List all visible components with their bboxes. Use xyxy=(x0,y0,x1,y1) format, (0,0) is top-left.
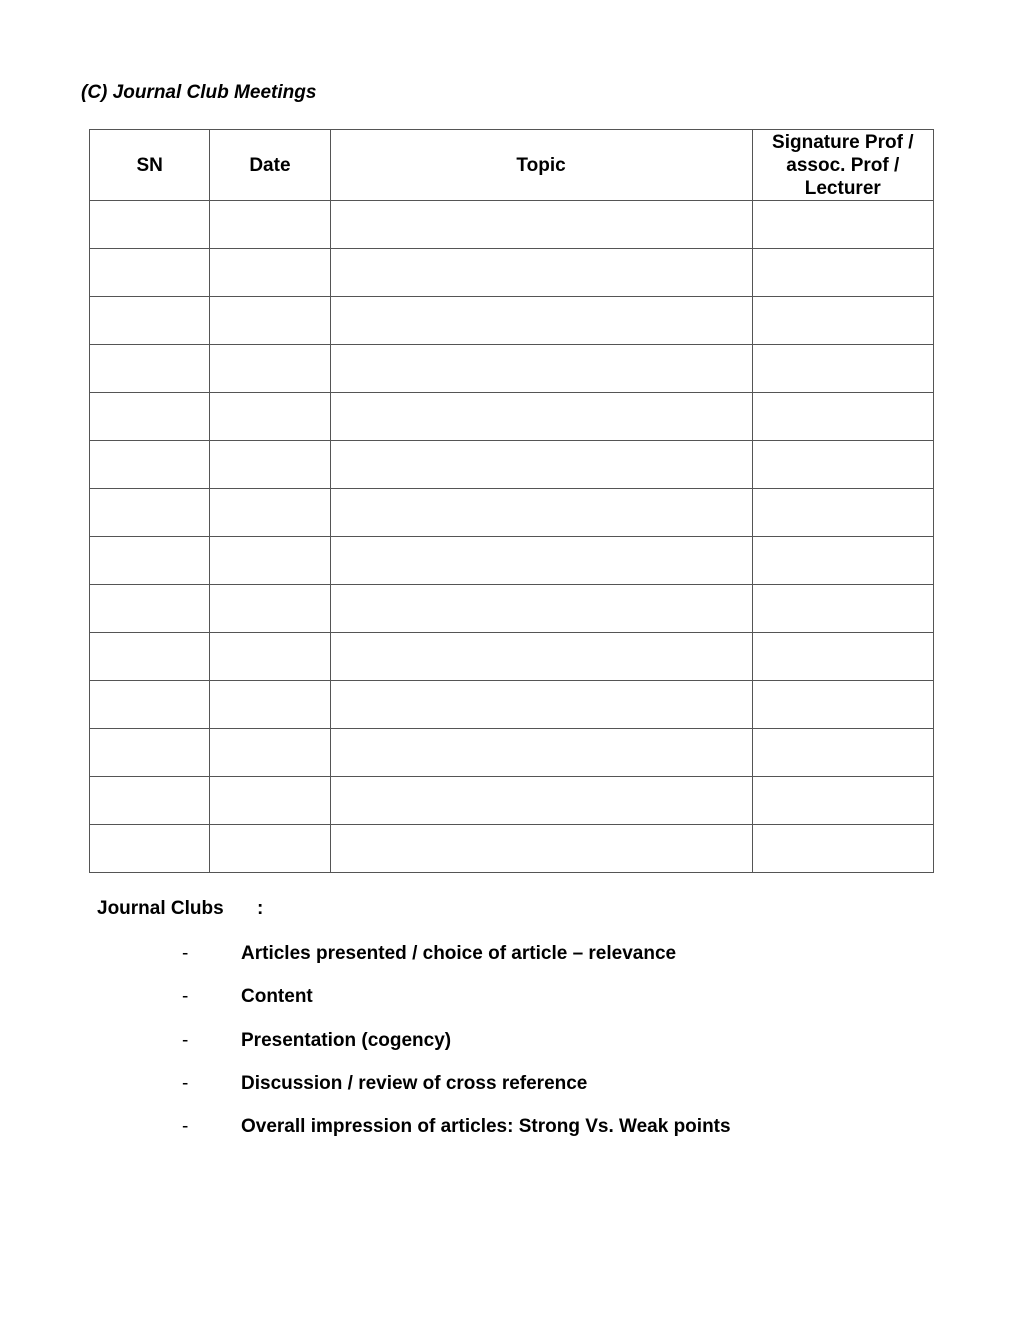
cell-topic[interactable] xyxy=(330,633,752,681)
table-row xyxy=(90,345,934,393)
cell-topic[interactable] xyxy=(330,681,752,729)
cell-sn[interactable] xyxy=(90,633,210,681)
table-row xyxy=(90,489,934,537)
cell-signature[interactable] xyxy=(752,537,933,585)
criteria-item xyxy=(0,1116,1024,1159)
cell-sn[interactable] xyxy=(90,441,210,489)
cell-topic[interactable] xyxy=(330,393,752,441)
cell-sn[interactable] xyxy=(90,489,210,537)
cell-sn[interactable] xyxy=(90,201,210,249)
criteria-list xyxy=(0,943,1024,1159)
table-row xyxy=(90,633,934,681)
cell-signature[interactable] xyxy=(752,729,933,777)
cell-signature[interactable] xyxy=(752,825,933,873)
cell-date[interactable] xyxy=(210,201,330,249)
criteria-item-text: Discussion / review of cross reference xyxy=(241,1072,588,1094)
criteria-item xyxy=(0,1030,1024,1073)
cell-date[interactable] xyxy=(210,537,330,585)
table-row xyxy=(90,681,934,729)
cell-sn[interactable] xyxy=(90,585,210,633)
table-row xyxy=(90,393,934,441)
table-row xyxy=(90,297,934,345)
criteria-item xyxy=(0,986,1024,1029)
table-row xyxy=(90,585,934,633)
header-signature: Signature Prof / assoc. Prof / Lecturer xyxy=(752,130,933,201)
cell-signature[interactable] xyxy=(752,345,933,393)
cell-signature[interactable] xyxy=(752,585,933,633)
table-row xyxy=(90,441,934,489)
cell-signature[interactable] xyxy=(752,201,933,249)
cell-signature[interactable] xyxy=(752,633,933,681)
bullet-dash: - xyxy=(182,943,189,964)
criteria-item-text: Presentation (cogency) xyxy=(241,1029,452,1051)
cell-sn[interactable] xyxy=(90,777,210,825)
cell-topic[interactable] xyxy=(330,825,752,873)
table-row xyxy=(90,201,934,249)
cell-sn[interactable] xyxy=(90,825,210,873)
table-row xyxy=(90,825,934,873)
criteria-heading-separator: : xyxy=(257,898,264,919)
table-body xyxy=(90,201,934,873)
cell-topic[interactable] xyxy=(330,345,752,393)
cell-date[interactable] xyxy=(210,777,330,825)
header-topic: Topic xyxy=(330,130,752,201)
cell-topic[interactable] xyxy=(330,729,752,777)
header-date: Date xyxy=(210,130,330,201)
cell-date[interactable] xyxy=(210,585,330,633)
table-row xyxy=(90,537,934,585)
criteria-item-text: Overall impression of articles: Strong Vs. Weak points xyxy=(241,1116,731,1138)
cell-date[interactable] xyxy=(210,729,330,777)
table-row xyxy=(90,777,934,825)
table-row xyxy=(90,729,934,777)
criteria-item xyxy=(0,943,1024,986)
journal-club-table xyxy=(89,129,934,873)
cell-date[interactable] xyxy=(210,249,330,297)
cell-sn[interactable] xyxy=(90,345,210,393)
cell-date[interactable] xyxy=(210,441,330,489)
bullet-dash: - xyxy=(182,986,189,1008)
cell-topic[interactable] xyxy=(330,489,752,537)
cell-date[interactable] xyxy=(210,633,330,681)
cell-sn[interactable] xyxy=(90,537,210,585)
criteria-item xyxy=(0,1073,1024,1116)
cell-signature[interactable] xyxy=(752,393,933,441)
criteria-heading xyxy=(97,898,264,920)
header-sn: SN xyxy=(90,130,210,201)
cell-date[interactable] xyxy=(210,825,330,873)
cell-topic[interactable] xyxy=(330,777,752,825)
cell-signature[interactable] xyxy=(752,249,933,297)
cell-topic[interactable] xyxy=(330,297,752,345)
cell-signature[interactable] xyxy=(752,681,933,729)
cell-topic[interactable] xyxy=(330,201,752,249)
bullet-dash: - xyxy=(182,1029,189,1051)
section-title: (C) Journal Club Meetings xyxy=(81,82,317,103)
cell-sn[interactable] xyxy=(90,297,210,345)
table-row xyxy=(90,249,934,297)
bullet-dash: - xyxy=(182,1116,189,1138)
cell-date[interactable] xyxy=(210,297,330,345)
cell-topic[interactable] xyxy=(330,537,752,585)
cell-date[interactable] xyxy=(210,489,330,537)
cell-topic[interactable] xyxy=(330,441,752,489)
cell-sn[interactable] xyxy=(90,249,210,297)
cell-topic[interactable] xyxy=(330,585,752,633)
cell-sn[interactable] xyxy=(90,393,210,441)
cell-signature[interactable] xyxy=(752,489,933,537)
table-header-row xyxy=(90,130,934,201)
cell-date[interactable] xyxy=(210,681,330,729)
cell-signature[interactable] xyxy=(752,441,933,489)
criteria-item-text: Articles presented / choice of article – relevance xyxy=(241,943,677,964)
cell-sn[interactable] xyxy=(90,681,210,729)
cell-topic[interactable] xyxy=(330,249,752,297)
cell-date[interactable] xyxy=(210,393,330,441)
cell-signature[interactable] xyxy=(752,297,933,345)
cell-sn[interactable] xyxy=(90,729,210,777)
criteria-item-text: Content xyxy=(241,986,313,1008)
cell-signature[interactable] xyxy=(752,777,933,825)
cell-date[interactable] xyxy=(210,345,330,393)
criteria-heading-label: Journal Clubs xyxy=(97,898,224,919)
bullet-dash: - xyxy=(182,1072,189,1094)
